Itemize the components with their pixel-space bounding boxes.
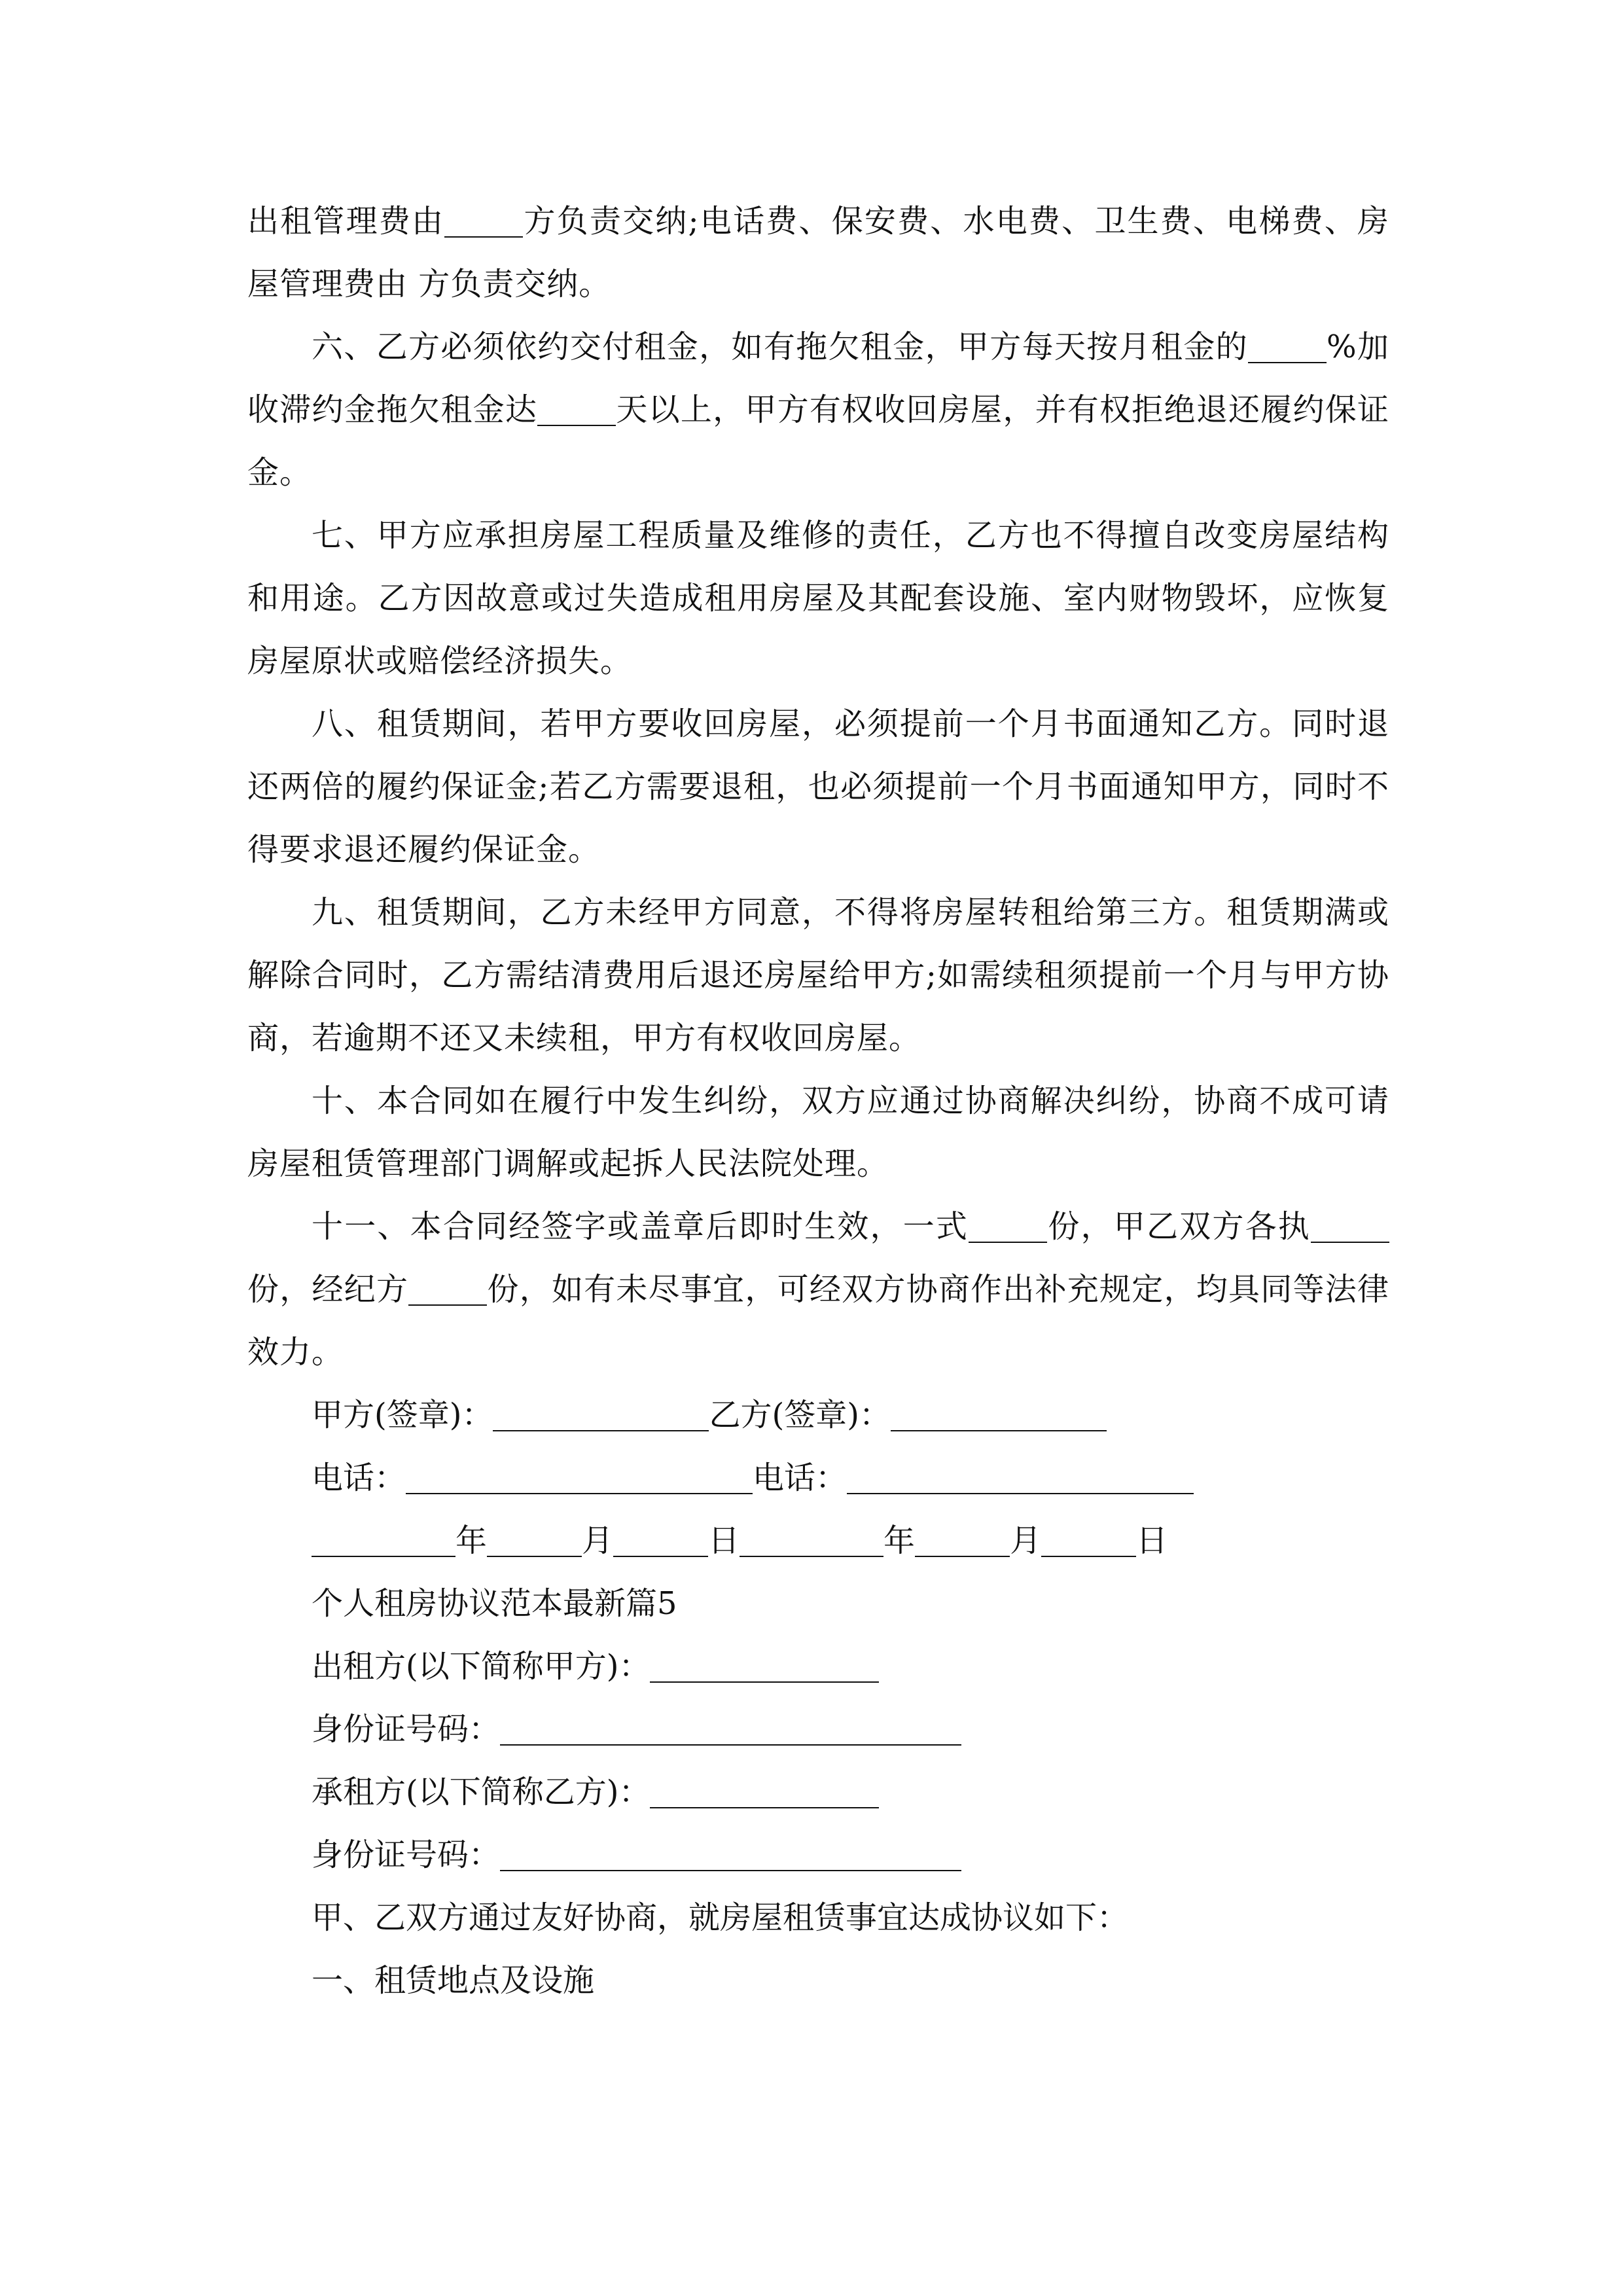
clause-6-text-c: 天以上，甲方有权收回房屋，并有权拒绝退还履约保证金。 — [247, 391, 1389, 491]
clause-8: 八、租赁期间，若甲方要收回房屋，必须提前一个月书面通知乙方。同时退还两倍的履约保证金;若乙方需要退租，也必须提前一个月书面通知甲方，同时不得要求退还履约保证金。 — [247, 706, 1389, 868]
clause-11 — [247, 1195, 1389, 1384]
paragraph-fees-text-a: 出租管理费由 — [247, 203, 445, 240]
fill-blank[interactable] — [537, 391, 616, 425]
clause-11-text-d: 份，如有未尽事宜，可经双方协商作出补充规定，均具同等法律效力。 — [247, 1271, 1389, 1371]
party-b-month-blank[interactable] — [915, 1522, 1010, 1556]
party-a-phone-label: 电话： — [312, 1460, 406, 1496]
lessee-name-blank[interactable] — [650, 1774, 879, 1808]
lessor-label: 出租方(以下简称甲方)： — [312, 1648, 651, 1685]
agreement-intro: 甲、乙双方通过友好协商，就房屋租赁事宜达成协议如下： — [312, 1899, 1129, 1936]
fill-blank[interactable] — [444, 203, 523, 237]
party-a-month-blank[interactable] — [487, 1522, 582, 1556]
day-label: 日 — [1136, 1522, 1168, 1559]
month-label: 月 — [1010, 1522, 1042, 1559]
clause-9: 九、租赁期间，乙方未经甲方同意，不得将房屋转租给第三方。租赁期满或解除合同时，乙方需结清费用后退还房屋给甲方;如需续租须提前一个月与甲方协商，若逾期不还又未续租，甲方有权收回房屋。 — [247, 894, 1389, 1056]
lessee-id-blank[interactable] — [500, 1837, 961, 1871]
party-b-sign-label: 乙方(签章)： — [709, 1397, 891, 1433]
clause-11-text-b: 份，甲乙双方各执 — [1047, 1208, 1311, 1245]
clause-1-title: 一、租赁地点及设施 — [312, 1962, 595, 1999]
lessor-name-blank[interactable] — [650, 1648, 879, 1682]
lessor-id-blank[interactable] — [500, 1711, 961, 1745]
party-a-sign-blank[interactable] — [493, 1397, 709, 1431]
year-label: 年 — [883, 1522, 916, 1559]
lessee-line — [247, 1761, 1389, 1823]
clause-6-text-a: 六、乙方必须依约交付租金，如有拖欠租金，甲方每天按月租金的 — [312, 329, 1249, 365]
lessor-line — [247, 1635, 1389, 1698]
party-a-phone-blank[interactable] — [406, 1460, 753, 1494]
phone-line — [247, 1446, 1389, 1509]
party-b-phone-blank[interactable] — [847, 1460, 1194, 1494]
paragraph-fees-text-b: 方负责交纳;电话费、保安费、水电费、卫生费、电梯费、房屋管理费由 方负责交纳。 — [247, 203, 1389, 302]
party-b-day-blank[interactable] — [1041, 1522, 1136, 1556]
clause-6-text-b: %加收滞约金拖欠租金达 — [247, 329, 1389, 428]
year-label: 年 — [455, 1522, 488, 1559]
fill-blank[interactable] — [1311, 1208, 1389, 1242]
clause-11-text-c: 份，经纪方 — [247, 1271, 409, 1308]
month-label: 月 — [582, 1522, 614, 1559]
fill-blank[interactable] — [408, 1271, 487, 1305]
day-label: 日 — [708, 1522, 740, 1559]
clause-10: 十、本合同如在履行中发生纠纷，双方应通过协商解决纠纷，协商不成可请房屋租赁管理部门调解或起拆人民法院处理。 — [247, 1083, 1389, 1182]
lessee-label: 承租方(以下简称乙方)： — [312, 1774, 651, 1810]
party-b-sign-blank[interactable] — [891, 1397, 1107, 1431]
fill-blank[interactable] — [969, 1208, 1047, 1242]
document-body — [247, 190, 1389, 2012]
paragraph-fees — [247, 190, 1389, 315]
lessor-id-label: 身份证号码： — [312, 1711, 501, 1748]
signature-line — [247, 1384, 1389, 1446]
section-5-title: 个人租房协议范本最新篇5 — [312, 1585, 677, 1622]
clause-7: 七、甲方应承担房屋工程质量及维修的责任，乙方也不得擅自改变房屋结构和用途。乙方因故意或过失造成租用房屋及其配套设施、室内财物毁坏，应恢复房屋原状或赔偿经济损失。 — [247, 517, 1389, 679]
party-b-year-blank[interactable] — [740, 1522, 883, 1556]
party-a-day-blank[interactable] — [613, 1522, 708, 1556]
party-a-year-blank[interactable] — [312, 1522, 455, 1556]
party-b-phone-label: 电话： — [753, 1460, 847, 1496]
lessor-id-line — [247, 1698, 1389, 1761]
fill-blank[interactable] — [1248, 329, 1327, 363]
lessee-id-label: 身份证号码： — [312, 1837, 501, 1873]
clause-11-text-a: 十一、本合同经签字或盖章后即时生效，一式 — [312, 1208, 969, 1245]
party-a-sign-label: 甲方(签章)： — [312, 1397, 493, 1433]
date-line — [247, 1509, 1389, 1572]
lessee-id-line — [247, 1823, 1389, 1886]
clause-6 — [247, 315, 1389, 504]
